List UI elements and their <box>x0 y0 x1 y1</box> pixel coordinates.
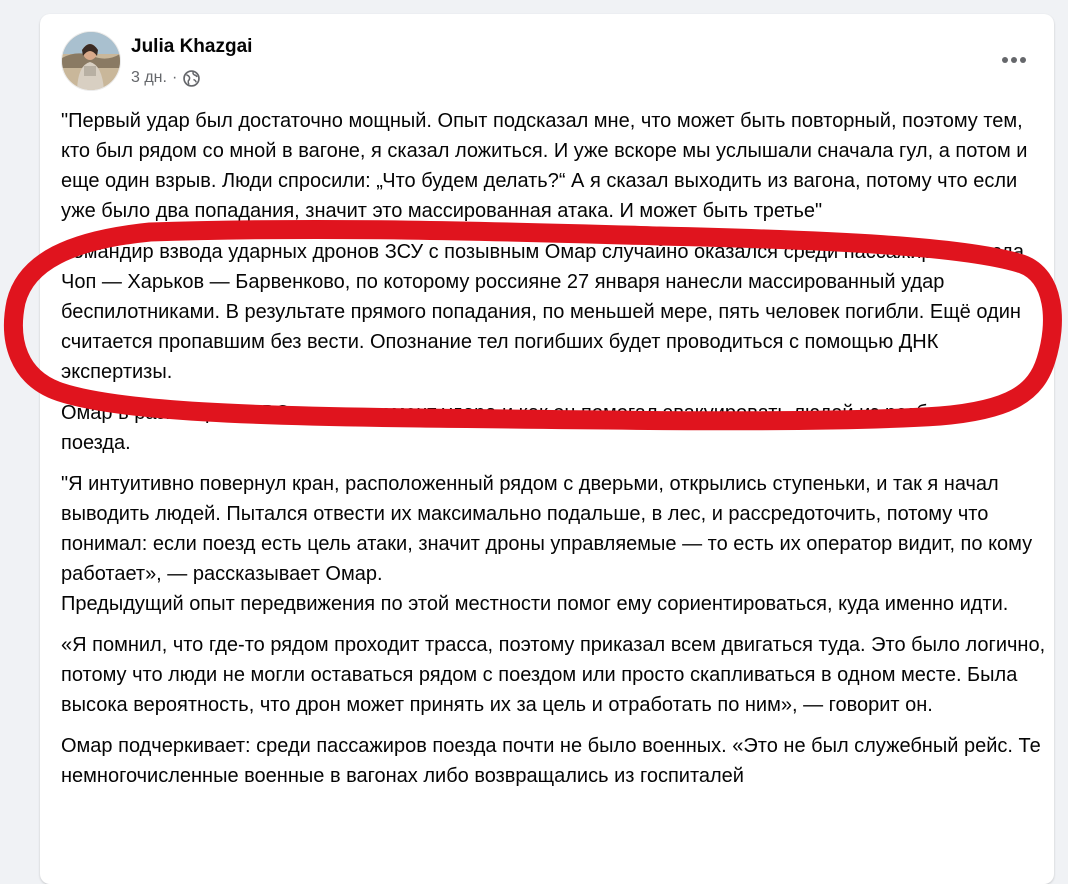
post-card <box>40 14 1054 884</box>
more-horizontal-icon <box>1001 56 1027 64</box>
post-paragraph-6: Омар подчеркивает: среди пассажиров поезда почти не было военных. «Это не был служебный рейс. Те немногочисленные военные в вагонах либо возвращались из госпиталей <box>61 735 1041 787</box>
post-meta <box>131 67 200 89</box>
post-paragraph-1: "Первый удар был достаточно мощный. Опыт подсказал мне, что может быть повторный, поэтому тем, кто был рядом со мной в вагоне, я сказал ложиться. И уже вскоре мы услышали сначала гул, а потом и еще один взрыв. Люди спросили: „Что будем делать?“ А я сказал выходить из вагона, потому что если уже было два попадания, значит это массированная атака. И может быть третье" <box>61 110 1028 222</box>
post-body <box>61 106 1046 802</box>
post-paragraph-5: «Я помнил, что где-то рядом проходит трасса, поэтому приказал всем двигаться туда. Это было логично, потому что люди не могли оставаться рядом с поездом или просто скапливаться в одном месте. Была высока вероятность, что дрон может принять их за цель и отработать по ним», — говорит он. <box>61 634 1046 716</box>
post-paragraph-4: "Я интуитивно повернул кран, расположенный рядом с дверьми, открылись ступеньки, и так я начал выводить людей. Пытался отвести их максимально подальше, в лес, и рассредоточить, потому что понимал: если поезд есть цель атаки, значит дроны управляемые — то есть их оператор видит, по кому работает», — рассказывает Омар. Предыдущий опыт передвижения по этой местности помог ему сориентироваться, куда именно идти. <box>61 473 1033 615</box>
meta-separator: · <box>171 69 178 86</box>
avatar-photo <box>62 32 120 90</box>
post-paragraph-2: Командир взвода ударных дронов ЗСУ с позывным Омар случайно оказался среди пассажиров поезда Чоп — Харьков — Барвенково, по которому россияне 27 января нанесли массированный удар беспилотниками. В результате прямого попадания, по меньшей мере, пять человек погибли. Ещё один считается пропавшим без вести. Опознание тел погибших будет проводиться с помощью ДНК экспертизы. <box>61 241 1024 383</box>
author-avatar[interactable] <box>61 31 121 91</box>
post-timestamp[interactable]: 3 дн. <box>131 69 167 86</box>
post-paragraph-3: Омар в разговоре с BBC описал момент удара и как он помогал эвакуировать людей из разбитого поезда. <box>61 402 977 454</box>
globe-icon[interactable] <box>183 70 200 87</box>
author-name[interactable]: Julia Khazgai <box>131 36 253 57</box>
more-options-button[interactable] <box>994 44 1034 76</box>
